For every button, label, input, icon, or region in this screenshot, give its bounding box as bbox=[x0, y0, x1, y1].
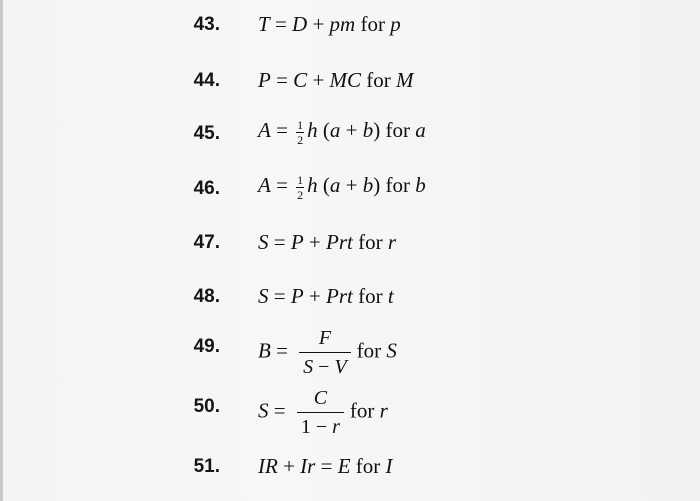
for-label: for bbox=[356, 338, 382, 363]
problem-number: 51. bbox=[193, 456, 220, 477]
one-half-fraction: $\frac{1}{2}$ bbox=[297, 117, 304, 147]
solve-variable: M bbox=[396, 68, 414, 92]
equation: S = $\frac{C}{1 - r}$ for r bbox=[258, 387, 388, 438]
equation: B = $\frac{F}{S - V}$ for S bbox=[258, 327, 397, 378]
problem-number: 45. bbox=[193, 123, 220, 144]
fraction: $\frac{F}{S - V}$ bbox=[299, 328, 351, 377]
problem-number: 46. bbox=[193, 178, 220, 199]
equation: S = P + Prt for r bbox=[258, 230, 397, 254]
solve-variable: t bbox=[387, 284, 394, 308]
equation: T = D + pm for p bbox=[258, 12, 401, 36]
for-label: for bbox=[349, 398, 375, 423]
solve-variable: a bbox=[415, 118, 426, 142]
solve-variable: r bbox=[379, 398, 388, 423]
problem-number: 48. bbox=[193, 286, 220, 307]
solve-variable: b bbox=[415, 173, 426, 197]
one-half-fraction: $\frac{1}{2}$ bbox=[297, 172, 304, 202]
solve-variable: r bbox=[387, 230, 397, 254]
equation: A = $\frac{1}{2}$ h (a + b) for b bbox=[258, 172, 426, 202]
equation: IR + Ir = E for I bbox=[258, 454, 393, 478]
equation: S = P + Prt for t bbox=[258, 284, 394, 308]
problem-number: 43. bbox=[193, 14, 220, 35]
page-edge bbox=[0, 0, 3, 501]
equation: A = $\frac{1}{2}$ h (a + b) for a bbox=[258, 117, 426, 147]
for-label: for bbox=[360, 12, 385, 36]
solve-variable: S bbox=[386, 338, 397, 363]
equation: P = C + MC for M bbox=[258, 68, 414, 92]
for-label: for bbox=[366, 68, 391, 92]
problem-number: 50. bbox=[193, 396, 220, 417]
solve-variable: I bbox=[385, 454, 393, 478]
problem-number: 44. bbox=[193, 70, 220, 91]
problem-number: 47. bbox=[193, 232, 220, 253]
solve-variable: p bbox=[390, 12, 401, 36]
for-label: for bbox=[358, 284, 383, 308]
for-label: for bbox=[385, 173, 411, 197]
problem-number: 49. bbox=[193, 336, 220, 357]
fraction: $\frac{C}{1 - r}$ bbox=[297, 388, 344, 437]
for-label: for bbox=[355, 454, 381, 478]
for-label: for bbox=[385, 118, 411, 142]
for-label: for bbox=[358, 230, 383, 254]
